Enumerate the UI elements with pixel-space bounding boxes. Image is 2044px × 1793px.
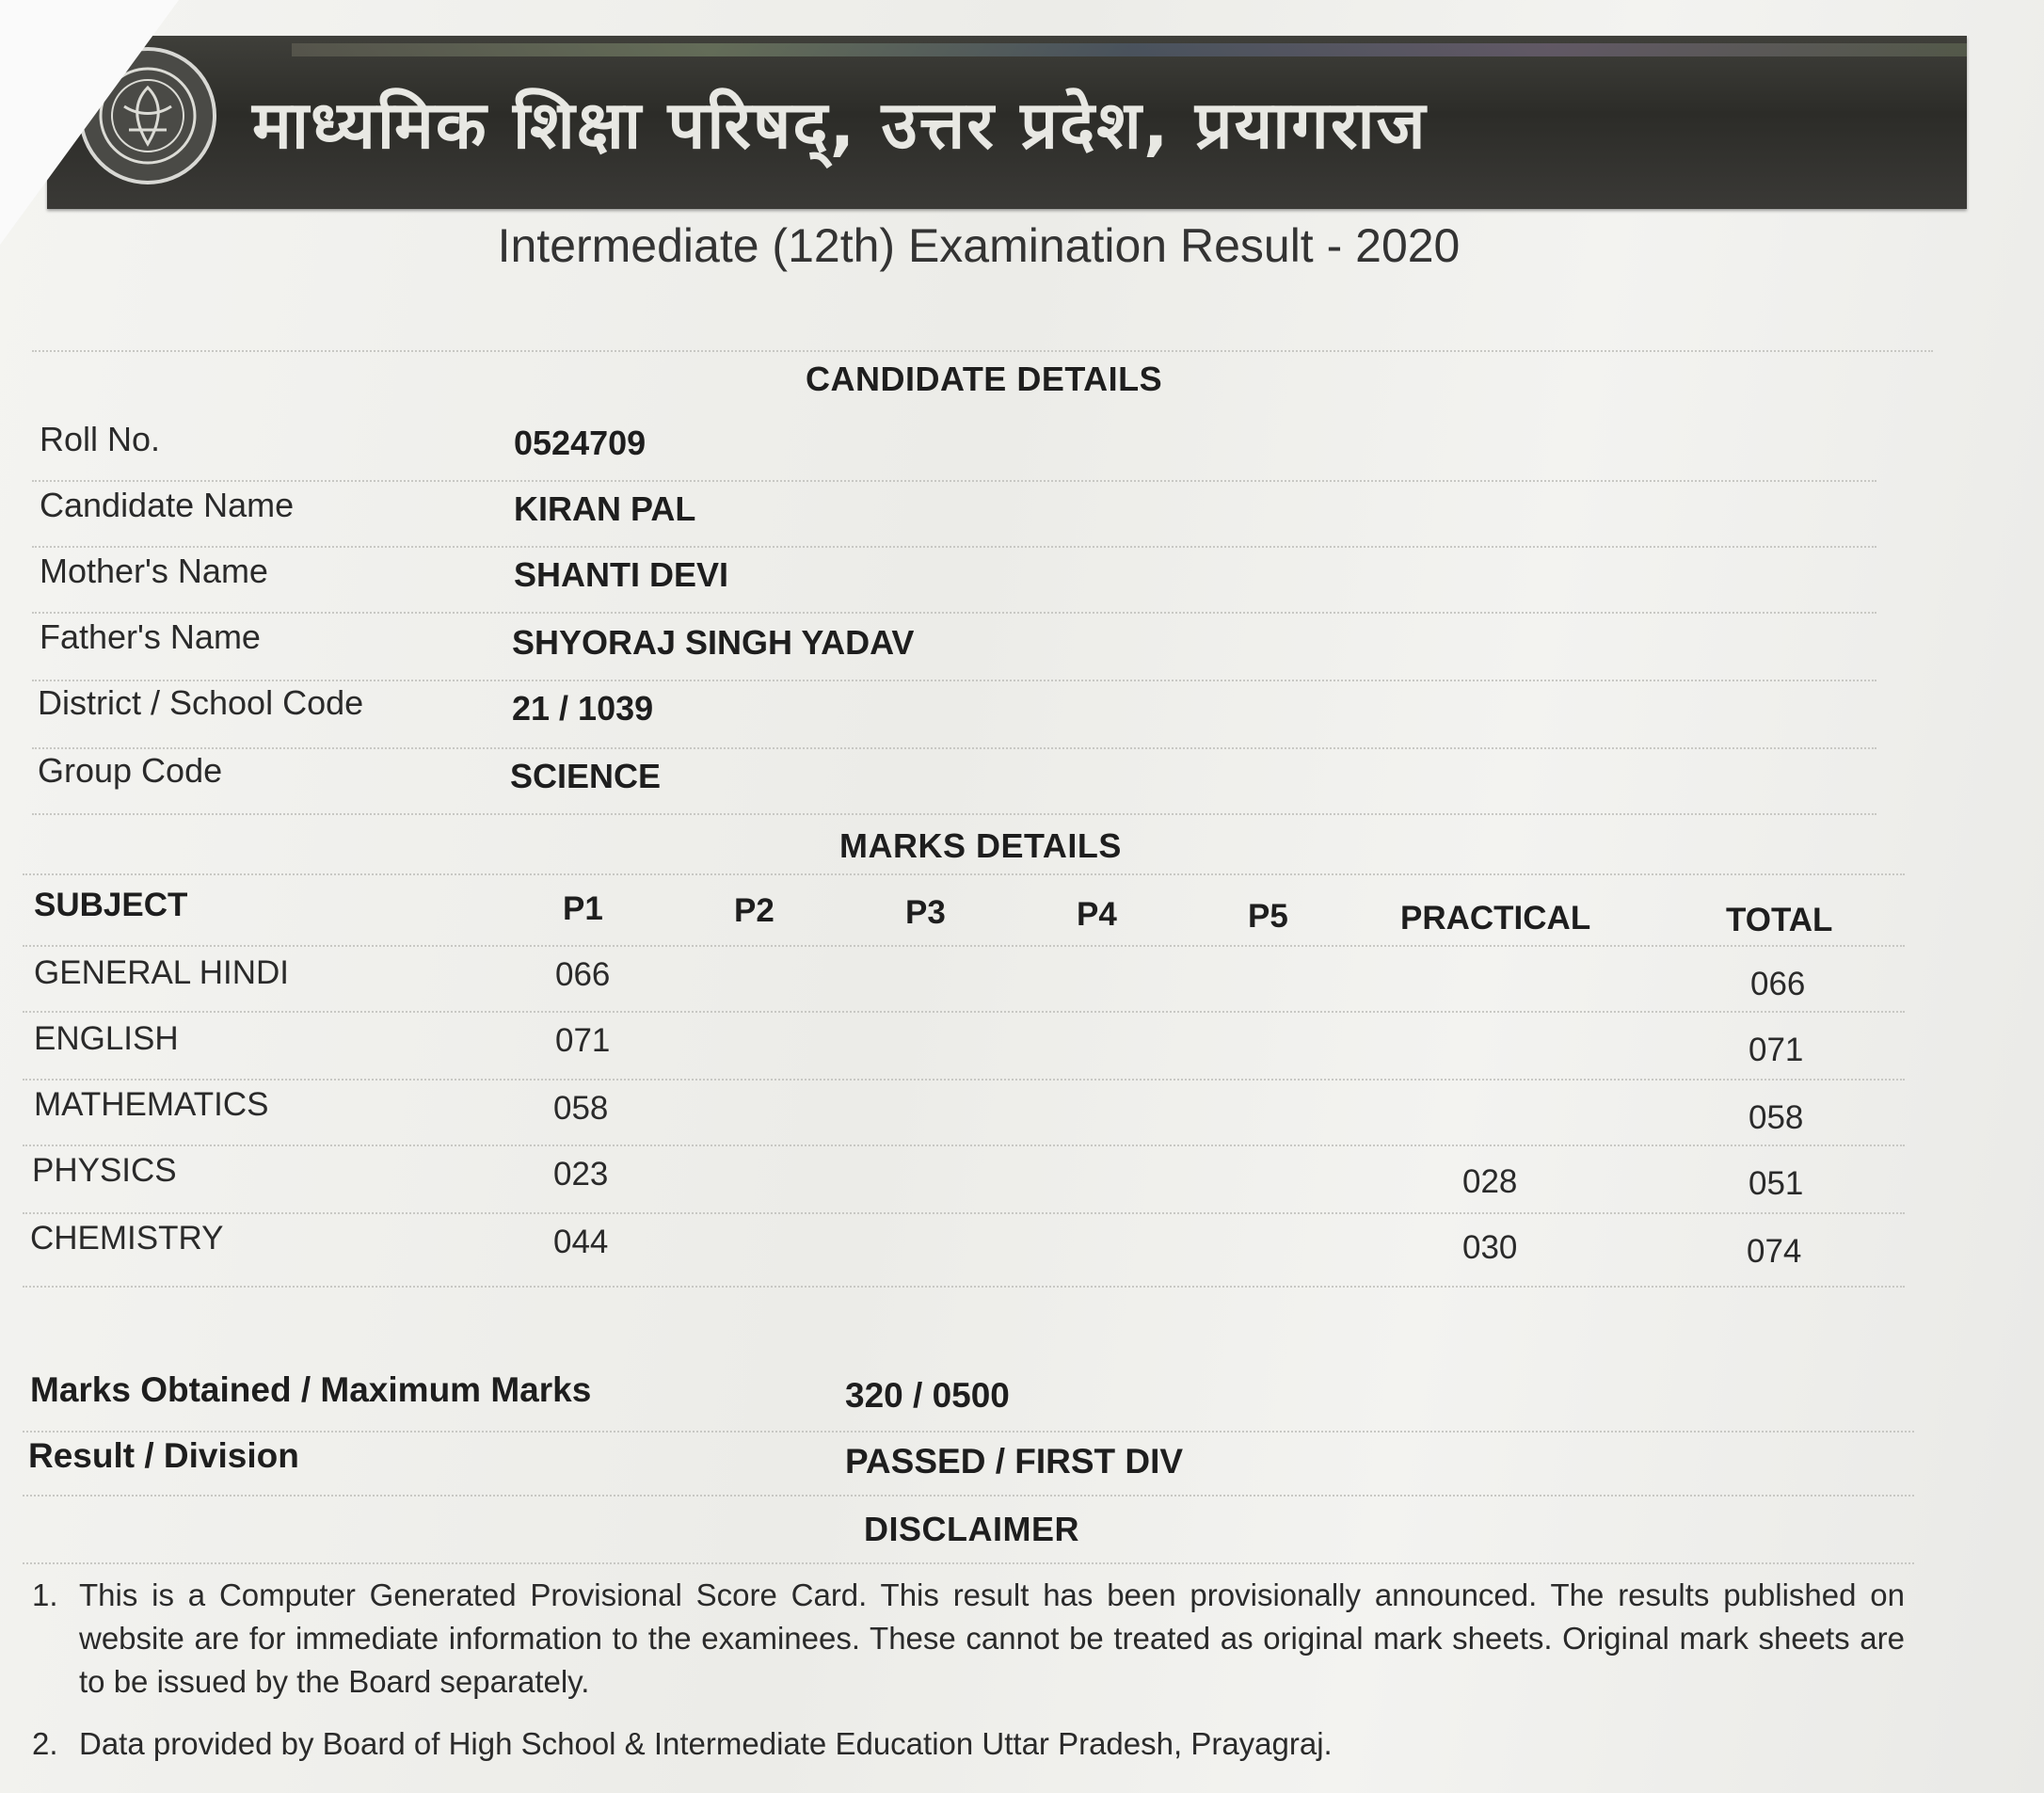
- mothers-name-value: SHANTI DEVI: [514, 555, 729, 594]
- total-mark: 074: [1747, 1233, 1802, 1270]
- col-p1: P1: [563, 890, 603, 927]
- subject-name: GENERAL HINDI: [34, 954, 289, 991]
- roll-no-value: 0524709: [514, 424, 647, 462]
- total-mark: 066: [1750, 966, 1806, 1002]
- mothers-name-label: Mother's Name: [40, 552, 268, 590]
- candidate-name-value: KIRAN PAL: [514, 489, 696, 528]
- subject-name: MATHEMATICS: [34, 1086, 269, 1123]
- p1-mark: 066: [555, 956, 611, 993]
- banner-stripe: [292, 43, 1967, 56]
- col-total: TOTAL: [1726, 902, 1833, 938]
- exam-title: Intermediate (12th) Examination Result - 2020: [497, 219, 1461, 272]
- total-mark: 071: [1749, 1032, 1804, 1068]
- col-subject: SUBJECT: [34, 887, 188, 923]
- divider: [23, 873, 1905, 875]
- disclaimer-list: [32, 1574, 1905, 1785]
- divider: [23, 1562, 1914, 1564]
- practical-mark: 030: [1462, 1229, 1518, 1266]
- subject-name: CHEMISTRY: [30, 1220, 224, 1257]
- divider: [23, 1145, 1905, 1146]
- result-division-value: PASSED / FIRST DIV: [845, 1442, 1184, 1481]
- divider: [23, 1011, 1905, 1013]
- district-school-code-value: 21 / 1039: [512, 689, 654, 728]
- p1-mark: 044: [553, 1224, 609, 1260]
- p1-mark: 071: [555, 1022, 611, 1059]
- divider: [32, 480, 1876, 482]
- group-code-label: Group Code: [38, 751, 223, 790]
- marks-details-heading: MARKS DETAILS: [839, 826, 1122, 865]
- disclaimer-item-text: This is a Computer Generated Provisional Score Card. This result has been provisionally announced. The results published on website are for immediate information to the examinees. These cannot be treated as original mark sheets. Original mark sheets are to be issued by the Board separately.: [79, 1577, 1905, 1699]
- practical-mark: 028: [1462, 1163, 1518, 1200]
- divider: [23, 1079, 1905, 1081]
- divider: [23, 1286, 1905, 1288]
- disclaimer-item-number: 2.: [32, 1726, 58, 1761]
- col-practical: PRACTICAL: [1400, 900, 1591, 937]
- divider: [32, 546, 1876, 548]
- p1-mark: 023: [553, 1156, 609, 1193]
- result-division-label: Result / Division: [28, 1436, 299, 1475]
- disclaimer-item-text: Data provided by Board of High School & Intermediate Education Uttar Pradesh, Prayagraj.: [79, 1726, 1333, 1761]
- disclaimer-item: [32, 1722, 1905, 1766]
- col-p2: P2: [734, 892, 774, 929]
- divider: [32, 813, 1876, 815]
- divider: [23, 945, 1905, 947]
- disclaimer-item: [32, 1574, 1905, 1704]
- group-code-value: SCIENCE: [510, 757, 662, 795]
- district-school-code-label: District / School Code: [38, 683, 364, 722]
- disclaimer-heading: DISCLAIMER: [864, 1510, 1079, 1548]
- disclaimer-item-number: 1.: [32, 1577, 58, 1612]
- board-name: माध्यमिक शिक्षा परिषद्, उत्तर प्रदेश, प्रयागराज: [252, 87, 1428, 164]
- marks-obtained-label: Marks Obtained / Maximum Marks: [30, 1370, 592, 1409]
- marks-obtained-value: 320 / 0500: [845, 1376, 1010, 1415]
- candidate-details-heading: CANDIDATE DETAILS: [806, 360, 1163, 398]
- total-mark: 051: [1749, 1165, 1804, 1202]
- subject-name: ENGLISH: [34, 1020, 179, 1057]
- candidate-name-label: Candidate Name: [40, 486, 295, 524]
- divider: [32, 350, 1933, 352]
- p1-mark: 058: [553, 1090, 609, 1127]
- total-mark: 058: [1749, 1099, 1804, 1136]
- divider: [32, 612, 1876, 614]
- divider: [32, 747, 1876, 749]
- fathers-name-label: Father's Name: [40, 617, 261, 656]
- col-p3: P3: [905, 894, 946, 931]
- divider: [23, 1495, 1914, 1497]
- divider: [32, 680, 1876, 681]
- subject-name: PHYSICS: [32, 1152, 177, 1189]
- fathers-name-value: SHYORAJ SINGH YADAV: [512, 623, 915, 662]
- col-p5: P5: [1248, 898, 1288, 935]
- divider: [23, 1212, 1905, 1214]
- col-p4: P4: [1077, 896, 1117, 933]
- divider: [23, 1431, 1914, 1433]
- folded-corner: [0, 0, 179, 245]
- roll-no-label: Roll No.: [40, 420, 161, 458]
